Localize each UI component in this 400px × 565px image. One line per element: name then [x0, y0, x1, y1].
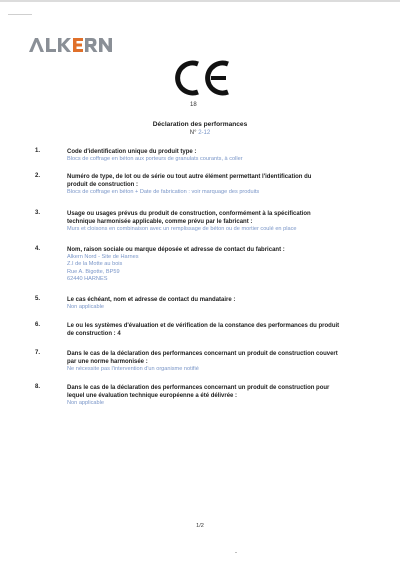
section-question: lequel une évaluation technique européenne a été délivrée :: [67, 393, 238, 399]
section-question: Usage ou usages prévus du produit de construction, conformément à la spécification: [67, 211, 311, 217]
section-question: Code d'identification unique du produit type :: [67, 149, 197, 155]
section-answer: Murs et cloisons en combinaison avec un remplissage de béton ou de mortier coulé en place: [67, 226, 297, 232]
number-value: 2-12: [198, 130, 211, 136]
section-answer: Z.I de la Motte au bois: [67, 261, 123, 268]
section-answer: 62440 HARNES: [67, 276, 108, 283]
ce-mark: [170, 58, 232, 103]
section-question: Dans le cas de la déclaration des performances concernant un produit de construction pour: [67, 385, 330, 391]
section-number: 1.: [35, 148, 41, 154]
section-question: produit de construction :: [67, 182, 138, 188]
document-title: Déclaration des performances: [152, 121, 248, 128]
section-answer: Ne nécessite pas l'intervention d'un organisme notifié: [67, 366, 199, 372]
corner-mark: [8, 14, 32, 15]
section-question: Dans le cas de la déclaration des performances concernant un produit de construction couvert: [67, 351, 338, 357]
section-number: 4.: [35, 246, 41, 252]
section-number: 7.: [35, 350, 41, 356]
section-number: 3.: [35, 210, 41, 216]
logo-text: [28, 36, 128, 54]
page-number: 1/2: [196, 523, 204, 529]
section-question: de construction : 4: [67, 331, 121, 337]
section-number: 8.: [35, 384, 41, 390]
section-number: 6.: [35, 322, 41, 328]
section-question: technique harmonisée applicable, comme prévu par le fabricant :: [67, 219, 253, 225]
ce-year: 18: [190, 102, 197, 108]
footer-mark: -: [235, 550, 237, 556]
section-question: Le cas échéant, nom et adresse de contact du mandataire :: [67, 297, 236, 303]
ce-mark-graphic: [170, 58, 232, 98]
section-answer: Non applicable: [67, 400, 105, 406]
section-answer: Alkern Nord - Site de Harnes: [67, 254, 139, 260]
section-answer: Blocs de coffrage en béton aux porteurs de granulats courants, à coller: [67, 156, 243, 162]
top-border: [0, 0, 400, 2]
section-number: 2.: [35, 173, 41, 179]
document-number: [0, 130, 400, 136]
number-label: N°: [189, 130, 197, 136]
section-answer: Non applicable: [67, 304, 105, 310]
section-question: par une norme harmonisée :: [67, 359, 148, 365]
section-answer: Blocs de coffrage en béton + Date de fabrication : voir marquage des produits: [67, 189, 260, 195]
section-question: Numéro de type, de lot ou de série ou tout autre élément permettant l'identification du: [67, 174, 312, 180]
section-question: Nom, raison sociale ou marque déposée et adresse de contact du fabricant :: [67, 247, 285, 253]
section-number: 5.: [35, 296, 41, 302]
section-question: Le ou les systèmes d'évaluation et de vérification de la constance des performances du produit: [67, 323, 340, 329]
alkern-logo: [28, 36, 128, 54]
section-answer: Rue A. Bigotte, BP59: [67, 268, 120, 275]
